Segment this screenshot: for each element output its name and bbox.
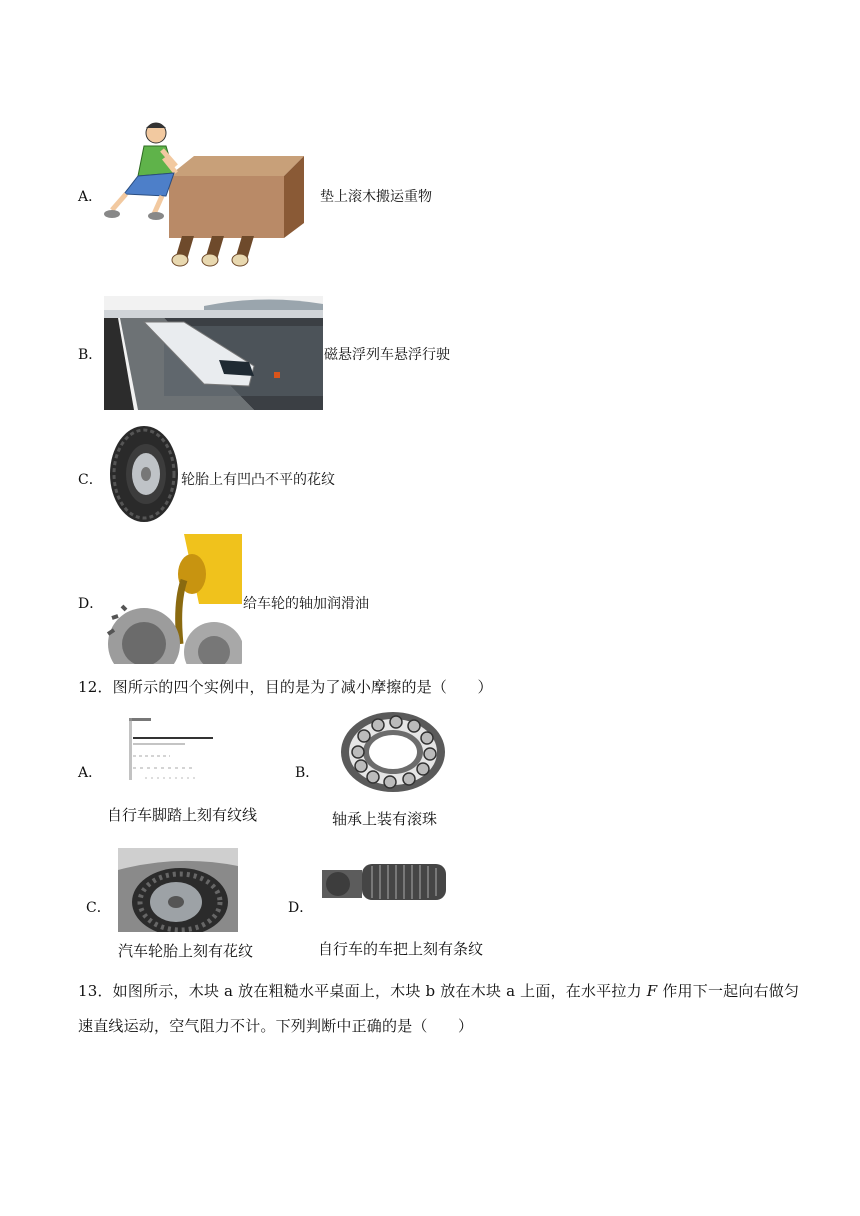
option-letter: D． [78,596,104,612]
question-13-stem-line-2: 速直线运动，空气阻力不计。下列判断中正确的是（ ） [78,1017,474,1035]
force-variable: F [646,982,658,1000]
question-13-stem-line-1 [78,980,799,1001]
person-pushing-box-image [104,118,312,268]
option-letter: B． [78,347,103,363]
maglev-train-image [104,296,323,410]
option-caption: 自行车脚踏上刻有纹线 [107,806,258,824]
option-letter: B． [295,765,320,781]
option-caption: 垫上滚木搬运重物 [320,189,432,205]
option-caption: 自行车的车把上刻有条纹 [318,940,484,958]
bicycle-handlebar-grip-image [322,850,450,916]
stem-text: 13．如图所示，木块 a 放在粗糙水平桌面上，木块 b 放在木块 a 上面，在水平拉力 [78,982,647,1000]
option-letter: C． [78,472,103,488]
question-12-stem: 12．图所示的四个实例中，目的是为了减小摩擦的是（ ） [78,678,493,696]
option-letter: A． [78,765,103,781]
option-caption: 轮胎上有凹凸不平的花纹 [181,472,335,488]
option-caption: 汽车轮胎上刻有花纹 [118,942,254,960]
option-letter: C． [86,900,111,916]
tire-image [108,424,180,524]
oil-on-gears-image [104,534,242,664]
stem-text: 作用下一起向右做匀 [657,982,800,1000]
car-tire-image [118,848,238,932]
option-letter: A． [78,189,103,205]
option-letter: D． [288,900,314,916]
bicycle-pedal-image [125,716,220,784]
option-caption: 轴承上装有滚珠 [332,810,438,828]
option-caption: 磁悬浮列车悬浮行驶 [324,347,450,363]
ball-bearing-image [338,708,448,796]
option-caption: 给车轮的轴加润滑油 [243,596,369,612]
